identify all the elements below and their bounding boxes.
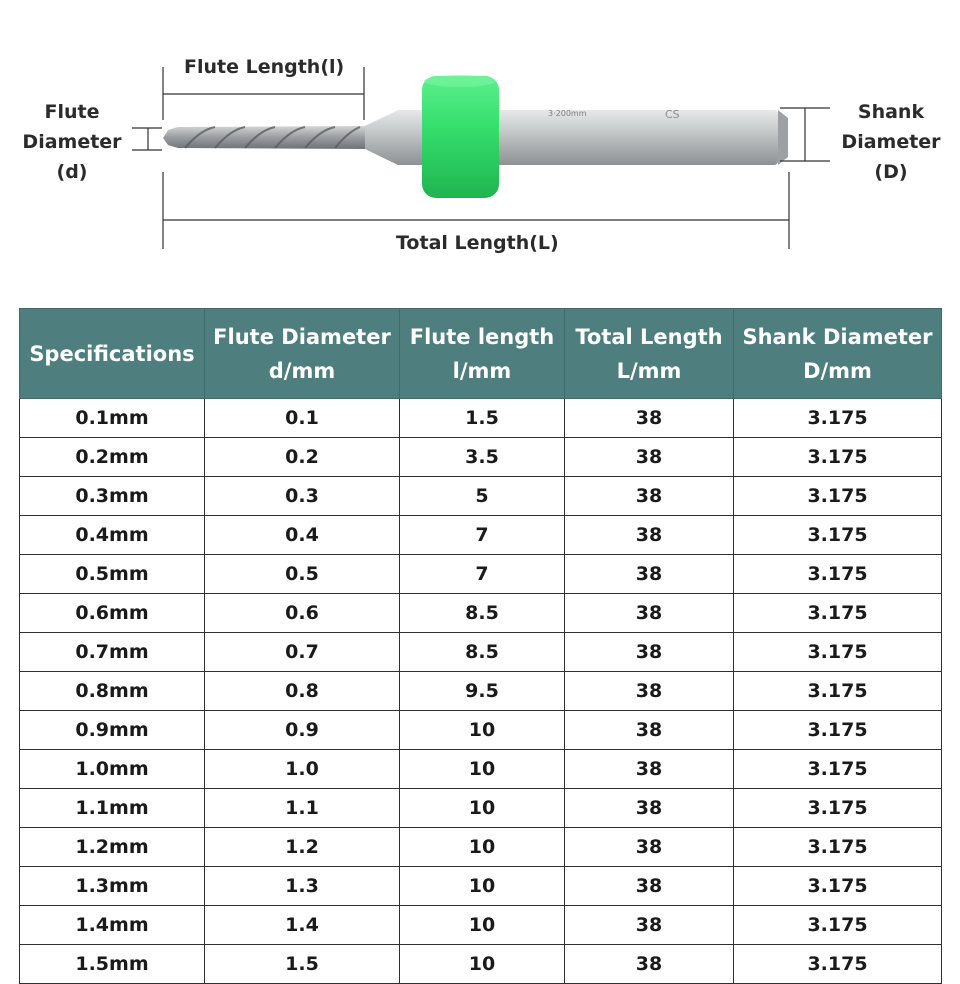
table-row (20, 555, 942, 594)
cell-specification: 1.5mm (20, 945, 205, 984)
cell-specification: 0.5mm (20, 555, 205, 594)
cell-flute-length: 1.5 (400, 399, 565, 438)
cell-flute-diameter: 1.4 (205, 906, 400, 945)
table-row (20, 399, 942, 438)
total-length-label: Total Length(L) (396, 232, 559, 254)
cell-flute-length: 7 (400, 516, 565, 555)
cell-total-length: 38 (565, 633, 734, 672)
cell-shank-diameter: 3.175 (734, 789, 942, 828)
cell-flute-length: 10 (400, 867, 565, 906)
cell-flute-length: 10 (400, 750, 565, 789)
cell-flute-diameter: 1.2 (205, 828, 400, 867)
cell-specification: 1.3mm (20, 867, 205, 906)
cell-flute-length: 10 (400, 945, 565, 984)
neck (365, 110, 425, 165)
cell-specification: 0.8mm (20, 672, 205, 711)
cell-specification: 1.4mm (20, 906, 205, 945)
green-collar (422, 76, 499, 198)
cell-total-length: 38 (565, 477, 734, 516)
header-flute-diameter: Flute Diameter d/mm (205, 309, 400, 399)
cell-flute-length: 10 (400, 828, 565, 867)
flute-diameter-label: Flute Diameter (d) (22, 101, 122, 183)
cell-total-length: 38 (565, 867, 734, 906)
table-row (20, 477, 942, 516)
cell-total-length: 38 (565, 828, 734, 867)
cell-flute-diameter: 0.5 (205, 555, 400, 594)
table-row (20, 789, 942, 828)
cell-shank-diameter: 3.175 (734, 828, 942, 867)
cell-flute-diameter: 1.3 (205, 867, 400, 906)
cell-shank-diameter: 3.175 (734, 399, 942, 438)
shank-end (778, 110, 788, 165)
cell-specification: 1.2mm (20, 828, 205, 867)
cell-shank-diameter: 3.175 (734, 438, 942, 477)
cell-shank-diameter: 3.175 (734, 711, 942, 750)
header-shank-diameter: Shank Diameter D/mm (734, 309, 942, 399)
cell-flute-diameter: 0.7 (205, 633, 400, 672)
cell-shank-diameter: 3.175 (734, 516, 942, 555)
cell-specification: 1.0mm (20, 750, 205, 789)
cell-specification: 0.6mm (20, 594, 205, 633)
cell-flute-length: 10 (400, 711, 565, 750)
cell-specification: 1.1mm (20, 789, 205, 828)
cell-flute-diameter: 1.5 (205, 945, 400, 984)
cell-specification: 0.1mm (20, 399, 205, 438)
cell-flute-length: 10 (400, 906, 565, 945)
cell-flute-diameter: 0.3 (205, 477, 400, 516)
cell-total-length: 38 (565, 438, 734, 477)
cell-specification: 0.3mm (20, 477, 205, 516)
cell-total-length: 38 (565, 555, 734, 594)
cell-flute-length: 5 (400, 477, 565, 516)
cell-flute-length: 8.5 (400, 594, 565, 633)
cell-specification: 0.7mm (20, 633, 205, 672)
cell-total-length: 38 (565, 945, 734, 984)
cell-flute-diameter: 0.1 (205, 399, 400, 438)
cell-shank-diameter: 3.175 (734, 906, 942, 945)
table-row (20, 828, 942, 867)
table-row (20, 438, 942, 477)
cell-flute-diameter: 1.0 (205, 750, 400, 789)
cell-total-length: 38 (565, 672, 734, 711)
cell-shank-diameter: 3.175 (734, 477, 942, 516)
flute (163, 126, 365, 149)
svg-text:3·200mm: 3·200mm (548, 109, 587, 118)
cell-shank-diameter: 3.175 (734, 633, 942, 672)
cell-flute-length: 3.5 (400, 438, 565, 477)
cell-flute-diameter: 0.8 (205, 672, 400, 711)
table-row (20, 516, 942, 555)
cell-flute-length: 9.5 (400, 672, 565, 711)
cell-total-length: 38 (565, 594, 734, 633)
cell-flute-length: 10 (400, 789, 565, 828)
header-total-length: Total Length L/mm (565, 309, 734, 399)
cell-specification: 0.4mm (20, 516, 205, 555)
header-specifications: Specifications (20, 309, 205, 399)
table-row (20, 750, 942, 789)
specifications-table (19, 308, 942, 984)
shank-diameter-label: Shank Diameter (D) (841, 101, 941, 183)
cell-total-length: 38 (565, 399, 734, 438)
cell-flute-diameter: 0.6 (205, 594, 400, 633)
table-row (20, 867, 942, 906)
cell-shank-diameter: 3.175 (734, 867, 942, 906)
cell-total-length: 38 (565, 750, 734, 789)
table-row (20, 672, 942, 711)
cell-total-length: 38 (565, 789, 734, 828)
table-header-row (20, 309, 942, 399)
cell-shank-diameter: 3.175 (734, 945, 942, 984)
table-body (20, 399, 942, 984)
cell-flute-diameter: 0.4 (205, 516, 400, 555)
cell-specification: 0.9mm (20, 711, 205, 750)
cell-shank-diameter: 3.175 (734, 555, 942, 594)
flute-length-label: Flute Length(l) (184, 56, 345, 78)
header-flute-length: Flute length l/mm (400, 309, 565, 399)
cell-flute-diameter: 1.1 (205, 789, 400, 828)
table-row (20, 594, 942, 633)
cell-shank-diameter: 3.175 (734, 750, 942, 789)
cell-shank-diameter: 3.175 (734, 672, 942, 711)
cell-flute-length: 7 (400, 555, 565, 594)
cell-specification: 0.2mm (20, 438, 205, 477)
cell-total-length: 38 (565, 906, 734, 945)
cell-shank-diameter: 3.175 (734, 594, 942, 633)
table-row (20, 906, 942, 945)
table-row (20, 711, 942, 750)
table-row (20, 945, 942, 984)
cell-total-length: 38 (565, 516, 734, 555)
cell-flute-diameter: 0.9 (205, 711, 400, 750)
cell-flute-diameter: 0.2 (205, 438, 400, 477)
table-row (20, 633, 942, 672)
cell-flute-length: 8.5 (400, 633, 565, 672)
drill-bit-diagram (0, 0, 960, 290)
cell-total-length: 38 (565, 711, 734, 750)
svg-text:CS: CS (665, 108, 680, 121)
